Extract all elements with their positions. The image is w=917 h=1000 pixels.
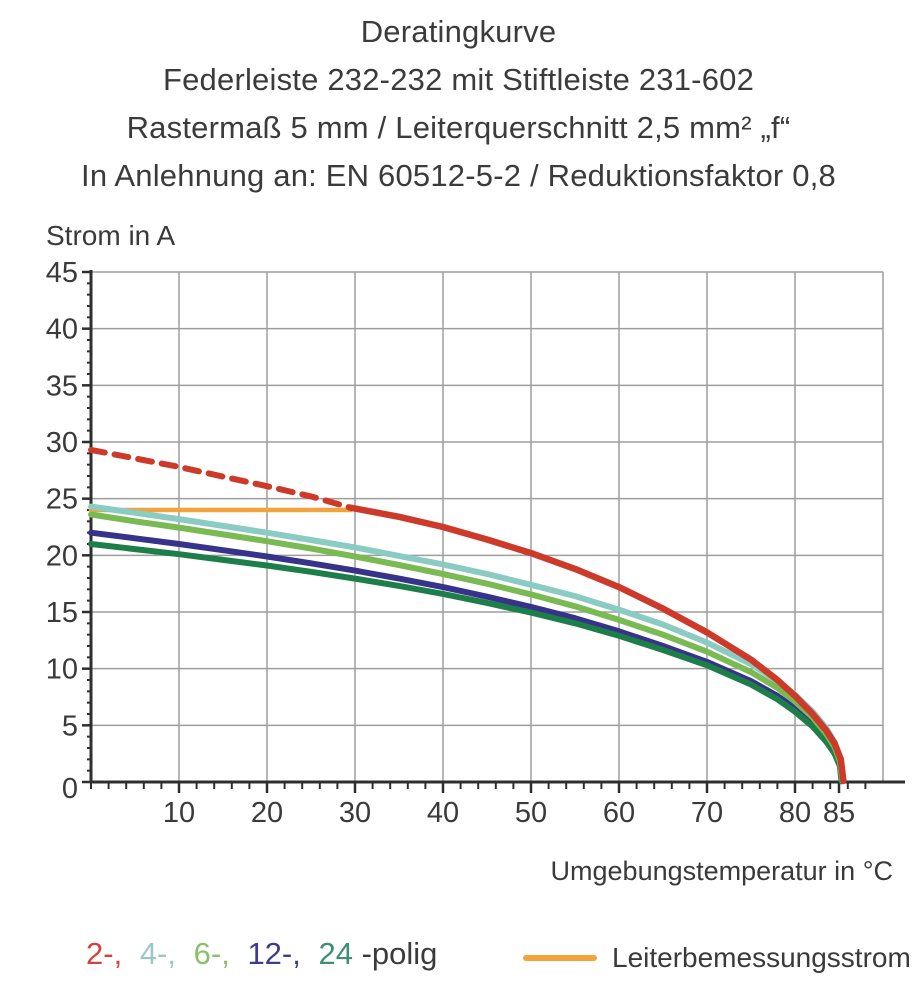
rated-current-label: Leiterbemessungsstrom (612, 942, 911, 973)
chart-title: Deratingkurve (360, 14, 557, 49)
x-tick-label: 20 (250, 797, 284, 829)
y-tick-label: 45 (45, 257, 78, 289)
y-tick-label: 25 (45, 483, 78, 516)
legend-24-polig: 24 (318, 936, 353, 971)
curve-2-polig (351, 508, 844, 781)
y-tick-label: 5 (61, 710, 78, 743)
x-tick-label: 60 (602, 797, 636, 829)
legend-2-polig: 2-, (86, 936, 123, 971)
y-tick-label: 35 (45, 370, 78, 403)
chart-subtitle-spec: Rastermaß 5 mm / Leiterquerschnitt 2,5 mm² „f“ (126, 110, 791, 145)
y-tick-label: 40 (45, 313, 78, 346)
legend-polig-suffix: -polig (361, 936, 438, 971)
y-tick-label: 30 (45, 427, 78, 459)
x-tick-label: 30 (338, 797, 372, 829)
x-tick-label: 50 (514, 797, 548, 829)
y-axis-title: Strom in A (46, 220, 176, 251)
x-tick-label: 85 (822, 797, 856, 829)
legend-6-polig: 6-, (193, 936, 230, 971)
x-tick-label: 80 (778, 797, 812, 829)
x-tick-label: 70 (690, 797, 724, 829)
y-tick-label: 10 (45, 653, 78, 686)
legend-4-polig: 4-, (139, 936, 176, 971)
x-tick-label: 10 (162, 797, 196, 829)
y-tick-label: 20 (45, 540, 78, 573)
chart-subtitle-norm: In Anlehnung an: EN 60512-5-2 / Reduktionsfaktor 0,8 (81, 158, 836, 193)
y-tick-label: 0 (61, 773, 78, 805)
poles-legend (86, 936, 437, 972)
x-tick-label: 40 (426, 797, 460, 829)
rated-current-line-swatch (523, 955, 597, 961)
rated-current-legend (523, 942, 911, 974)
chart-subtitle-product: Federleiste 232-232 mit Stiftleiste 231-602 (162, 62, 755, 97)
legend-12-polig: 12-, (247, 936, 301, 971)
y-tick-label: 15 (45, 597, 78, 629)
x-axis-title: Umgebungstemperatur in °C (550, 856, 893, 886)
